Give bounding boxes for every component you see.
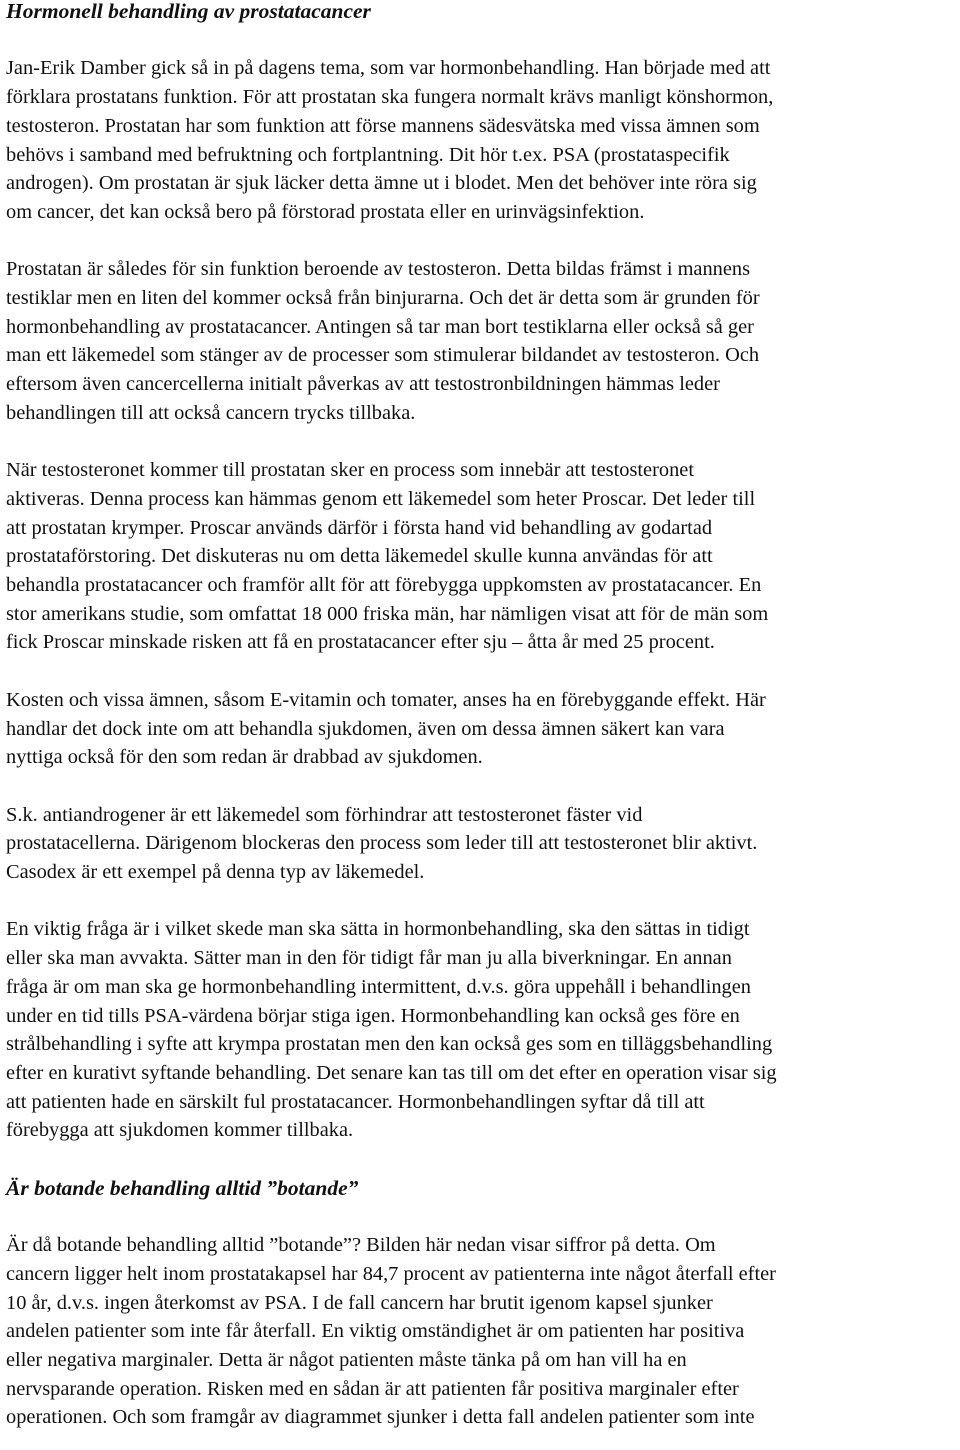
text-line: Är då botande behandling alltid ”botande”? Bilden här nedan visar siffror på detta. Om [6, 1234, 716, 1257]
text-line: strålbehandling i syfte att krympa prostatan men den kan också ges som en tilläggsbehandling [6, 1033, 773, 1056]
text-line: behandla prostatacancer och framför allt för att förebygga uppkomsten av prostatacancer. En [6, 574, 762, 597]
text-line: testiklar men en liten del kommer också från binjurarna. Och det är detta som är grunden för [6, 287, 760, 309]
text-line: cancern ligger helt inom prostatakapsel har 84,7 procent av patienterna inte något återfall efter [6, 1262, 776, 1285]
text-line: Prostatan är således för sin funktion beroende av testosteron. Detta bildas främst i mannens [6, 258, 751, 281]
text-line: eller ska man avvakta. Sätter man in den för tidigt får man ju alla biverkningar. En annan [6, 947, 732, 970]
text-line: handlar det dock inte om att behandla sjukdomen, även om dessa ämnen säkert kan vara [6, 717, 725, 740]
section-heading: Är botande behandling alltid ”botande” [6, 1175, 359, 1200]
text-line: När testosteronet kommer till prostatan sker en process som innebär att testosteronet [6, 459, 694, 482]
text-line: operationen. Och som framgår av diagrammet sjunker i detta fall andelen patienter som inte [6, 1406, 755, 1429]
text-line: andelen patienter som inte får återfall. En viktig omständighet är om patienten har positiva [6, 1320, 745, 1343]
paragraph-5 [6, 801, 958, 887]
text-line: eller negativa marginaler. Detta är något patienten måste tänka på om han vill ha en [6, 1348, 687, 1371]
page-title: Hormonell behandling av prostatacancer [6, 0, 371, 23]
paragraph-4 [6, 686, 958, 772]
text-line: förebygga att sjukdomen kommer tillbaka. [6, 1119, 354, 1142]
spacer [6, 227, 958, 256]
paragraph-7 [6, 1231, 958, 1432]
text-line: fråga är om man ska ge hormonbehandling intermittent, d.v.s. göra uppehåll i behandlingen [6, 975, 751, 998]
spacer [6, 887, 958, 916]
paragraph-6 [6, 915, 958, 1145]
text-line: hormonbehandling av prostatacancer. Antingen så tar man bort testiklarna eller också så ger [6, 315, 754, 338]
spacer [6, 772, 958, 801]
text-line: En viktig fråga är i vilket skede man ska sätta in hormonbehandling, ska den sättas in tidigt [6, 918, 750, 941]
paragraph-2 [6, 255, 958, 427]
text-line: S.k. antiandrogener är ett läkemedel som förhindrar att testosteronet fäster vid [6, 803, 643, 826]
document-page [6, 0, 958, 1432]
text-line: om cancer, det kan också bero på förstorad prostata eller en urinvägsinfektion. [6, 200, 645, 223]
text-line: nervsparande operation. Risken med en sådan är att patienten får positiva marginaler efter [6, 1377, 739, 1400]
paragraph-3 [6, 456, 958, 657]
spacer [6, 26, 958, 55]
text-line: att patienten hade en särskilt ful prostatacancer. Hormonbehandlingen syftar då till att [6, 1090, 705, 1113]
text-line: androgen). Om prostatan är sjuk läcker detta ämne ut i blodet. Men det behöver inte röra sig [6, 172, 757, 195]
text-line: prostatacellerna. Därigenom blockeras den process som leder till att testosteronet blir aktivt. [6, 832, 758, 855]
text-line: Casodex är ett exempel på denna typ av läkemedel. [6, 861, 425, 884]
text-line: prostataförstoring. Det diskuteras nu om detta läkemedel skulle kunna användas för att [6, 545, 713, 568]
spacer [6, 428, 958, 457]
text-line: behövs i samband med befruktning och fortplantning. Dit hör t.ex. PSA (prostataspecifik [6, 143, 730, 166]
paragraph-1 [6, 54, 958, 226]
text-line: 10 år, d.v.s. ingen återkomst av PSA. I de fall cancern har brutit igenom kapsel sjunker [6, 1291, 713, 1314]
text-line: Kosten och vissa ämnen, såsom E-vitamin och tomater, anses ha en förebyggande effekt. Här [6, 688, 766, 711]
spacer [6, 1202, 958, 1231]
spacer [6, 1145, 958, 1174]
text-line: fick Proscar minskade risken att få en prostatacancer efter sju – åtta år med 25 procent. [6, 631, 715, 654]
text-line: efter en kurativt syftande behandling. Det senare kan tas till om det efter en operation visar sig [6, 1061, 777, 1084]
text-line: Jan-Erik Damber gick så in på dagens tema, som var hormonbehandling. Han började med att [6, 57, 771, 80]
text-line: eftersom även cancercellerna initialt påverkas av att testostronbildningen hämmas leder [6, 373, 720, 396]
text-line: förklara prostatans funktion. För att prostatan ska fungera normalt krävs manligt könshormon, [6, 86, 774, 109]
spacer [6, 657, 958, 686]
text-line: nyttiga också för den som redan är drabbad av sjukdomen. [6, 746, 483, 769]
text-line: aktiveras. Denna process kan hämmas genom ett läkemedel som heter Proscar. Det leder till [6, 487, 756, 510]
text-line: testosteron. Prostatan har som funktion att förse mannens sädesvätska med vissa ämnen som [6, 114, 760, 137]
text-line: att prostatan krymper. Proscar används därför i första hand vid behandling av godartad [6, 516, 713, 539]
text-line: behandlingen till att också cancern trycks tillbaka. [6, 401, 416, 424]
text-line: under en tid tills PSA-värdena börjar stiga igen. Hormonbehandling kan också ges före en [6, 1004, 740, 1027]
text-line: man ett läkemedel som stänger av de processer som stimulerar bildandet av testosteron. Och [6, 344, 760, 367]
text-line: stor amerikans studie, som omfattat 18 000 friska män, har nämligen visat att för de män som [6, 602, 769, 625]
